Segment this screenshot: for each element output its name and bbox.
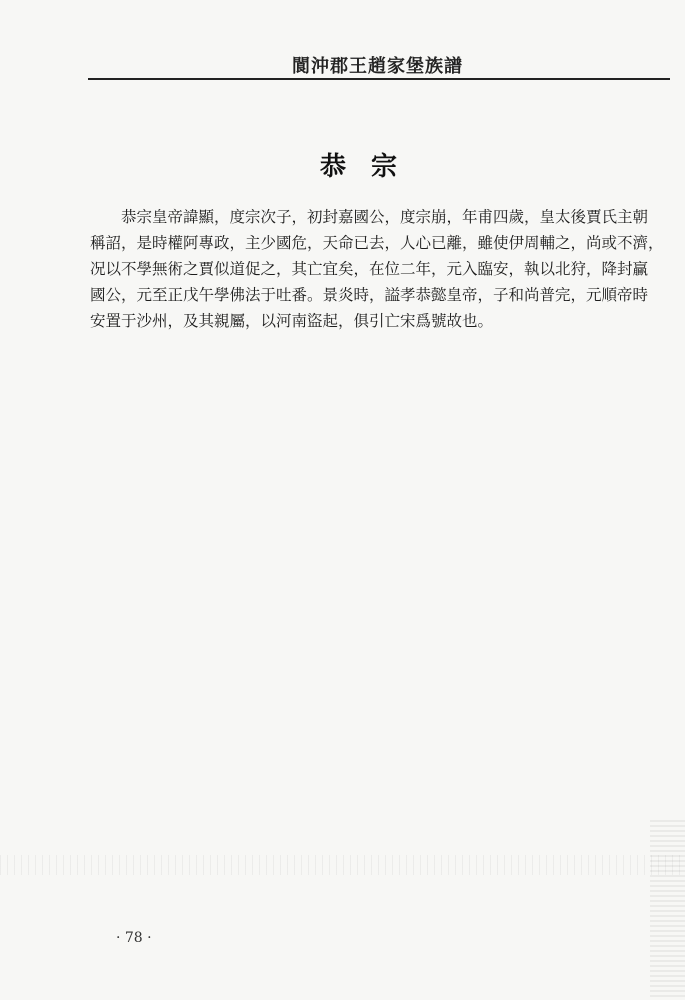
body-line: 安置于沙州，及其親屬，以河南盜起，俱引亡宋爲號故也。	[90, 312, 494, 330]
header-divider	[88, 78, 670, 80]
body-line: 稱詔，是時權阿專政，主少國危，天命已去，人心已離，雖使伊周輔之，尚或不濟，	[90, 234, 664, 252]
body-line: 况以不學無術之賈似道促之，其亡宜矣，在位二年，元入臨安，執以北狩，降封贏	[90, 260, 649, 278]
body-line: 恭宗皇帝諱顯，度宗次子，初封嘉國公，度宗崩，年甫四歲，皇太後賈氏主朝	[121, 208, 649, 226]
body-paragraph	[90, 204, 664, 334]
scan-edge-shadow	[650, 820, 685, 1000]
section-title: 恭 宗	[319, 152, 406, 182]
running-header-title: 閬沖郡王趙家堡族譜	[292, 56, 463, 77]
page-number: · 78 ·	[116, 930, 152, 946]
scan-noise	[0, 855, 685, 875]
body-line: 國公，元至正戊午學佛法于吐番。景炎時，謚孝恭懿皇帝，子和尚普完，元順帝時	[90, 286, 649, 304]
